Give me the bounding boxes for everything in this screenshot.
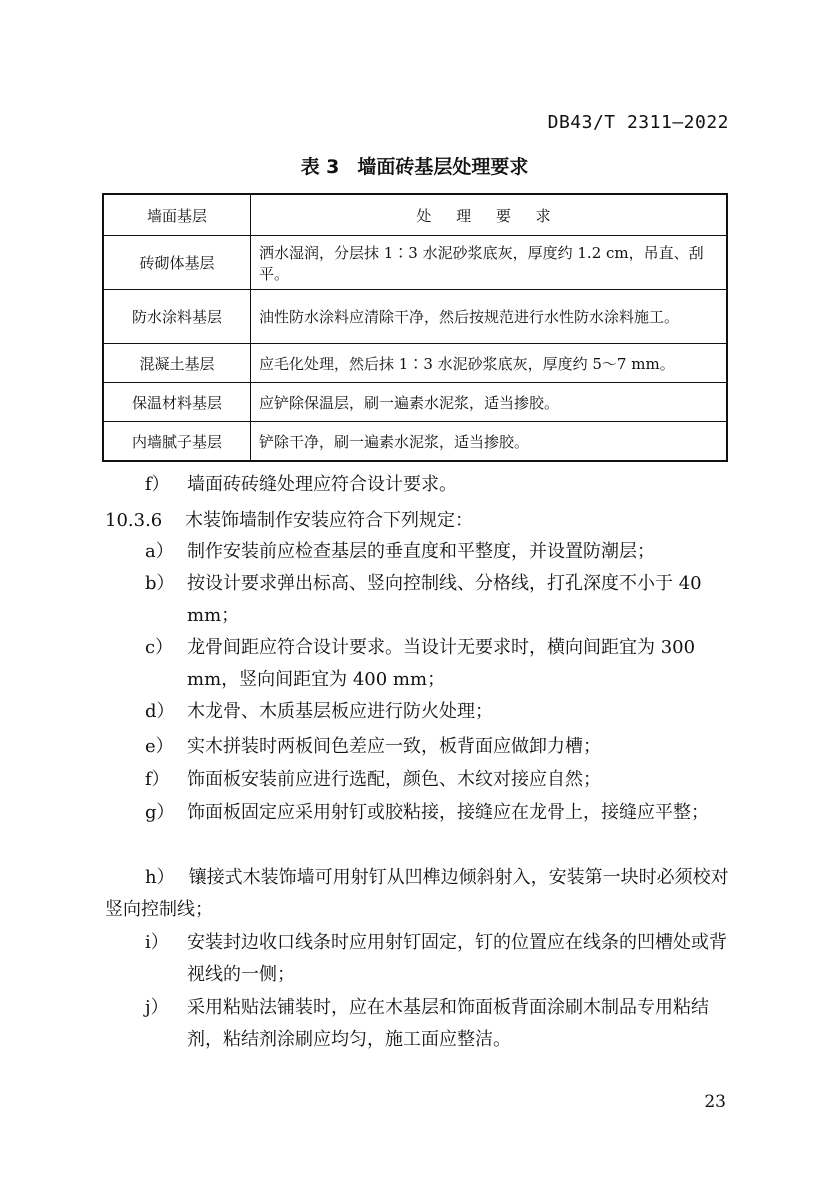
item-text: 木龙骨、木质基层板应进行防火处理； bbox=[187, 701, 493, 722]
item-text: 安装封边收口线条时应用射钉固定，钉的位置应在线条的凹槽处或背视线的一侧； bbox=[187, 932, 727, 985]
item-text: 饰面板安装前应进行选配，颜色、木纹对接应自然； bbox=[187, 769, 601, 790]
item-text: 镶接式木装饰墙可用射钉从凹榫边倾斜射入，安装第一块时必须校对竖向控制线； bbox=[105, 867, 729, 920]
item-marker: h） bbox=[145, 867, 175, 888]
list-item bbox=[145, 469, 730, 501]
cell-base: 混凝土基层 bbox=[103, 344, 251, 383]
item-marker: j） bbox=[145, 997, 169, 1018]
table-title bbox=[0, 152, 829, 179]
item-marker: a） bbox=[145, 541, 174, 562]
page-number: 23 bbox=[704, 1092, 726, 1112]
clause-number: 10.3.6 bbox=[105, 510, 163, 531]
cell-base: 防水涂料基层 bbox=[103, 290, 251, 344]
list-item bbox=[145, 696, 730, 728]
item-marker: c） bbox=[145, 637, 174, 658]
clause-text: 木装饰墙制作安装应符合下列规定： bbox=[185, 510, 473, 531]
col-header-base: 墙面基层 bbox=[103, 194, 251, 236]
requirements-table bbox=[102, 193, 728, 462]
list-item bbox=[145, 632, 730, 696]
cell-base: 保温材料基层 bbox=[103, 383, 251, 422]
cell-base: 内墙腻子基层 bbox=[103, 422, 251, 462]
list-item bbox=[145, 797, 730, 829]
table-header-row bbox=[103, 194, 727, 236]
item-text: 按设计要求弹出标高、竖向控制线、分格线，打孔深度不小于 40 mm； bbox=[187, 573, 702, 626]
list-item bbox=[105, 862, 730, 926]
table-number: 表 3 bbox=[300, 156, 340, 178]
table-title-text: 墙面砖基层处理要求 bbox=[357, 156, 529, 178]
cell-requirement: 油性防水涂料应清除干净，然后按规范进行水性防水涂料施工。 bbox=[251, 290, 728, 344]
item-text: 墙面砖砖缝处理应符合设计要求。 bbox=[187, 474, 457, 495]
list-item bbox=[145, 731, 730, 763]
list-item bbox=[145, 568, 730, 632]
item-marker: g） bbox=[145, 802, 175, 823]
col-header-requirement: 处 理 要 求 bbox=[251, 194, 728, 236]
list-item bbox=[145, 927, 730, 991]
table-row bbox=[103, 344, 727, 383]
cell-requirement: 铲除干净，刷一遍素水泥浆，适当掺胶。 bbox=[251, 422, 728, 462]
item-text: 采用粘贴法铺装时，应在木基层和饰面板背面涂刷木制品专用粘结剂，粘结剂涂刷应均匀，施工面应整洁。 bbox=[187, 997, 709, 1050]
document-code: DB43/T 2311—2022 bbox=[547, 112, 729, 133]
table-row bbox=[103, 236, 727, 290]
list-item bbox=[145, 536, 730, 568]
item-marker: d） bbox=[145, 701, 175, 722]
table-row bbox=[103, 383, 727, 422]
cell-requirement: 应毛化处理，然后抹 1∶3 水泥砂浆底灰，厚度约 5～7 mm。 bbox=[251, 344, 728, 383]
item-marker: b） bbox=[145, 573, 175, 594]
list-item bbox=[145, 992, 730, 1056]
item-text: 制作安装前应检查基层的垂直度和平整度，并设置防潮层； bbox=[187, 541, 655, 562]
item-marker: f） bbox=[145, 474, 170, 495]
cell-base: 砖砌体基层 bbox=[103, 236, 251, 290]
item-text: 龙骨间距应符合设计要求。当设计无要求时，横向间距宜为 300 mm，竖向间距宜为 400 mm； bbox=[187, 637, 696, 690]
item-marker: i） bbox=[145, 932, 169, 953]
list-item bbox=[145, 764, 730, 796]
cell-requirement: 应铲除保温层，刷一遍素水泥浆，适当掺胶。 bbox=[251, 383, 728, 422]
item-marker: e） bbox=[145, 736, 174, 757]
item-text: 饰面板固定应采用射钉或胶粘接，接缝应在龙骨上，接缝应平整； bbox=[187, 802, 709, 823]
item-text: 实木拼装时两板间色差应一致，板背面应做卸力槽； bbox=[187, 736, 601, 757]
clause-heading bbox=[105, 505, 730, 537]
table-row bbox=[103, 290, 727, 344]
item-marker: f） bbox=[145, 769, 170, 790]
table-row bbox=[103, 422, 727, 462]
cell-requirement: 洒水湿润，分层抹 1∶3 水泥砂浆底灰，厚度约 1.2 cm，吊直、刮平。 bbox=[251, 236, 728, 290]
